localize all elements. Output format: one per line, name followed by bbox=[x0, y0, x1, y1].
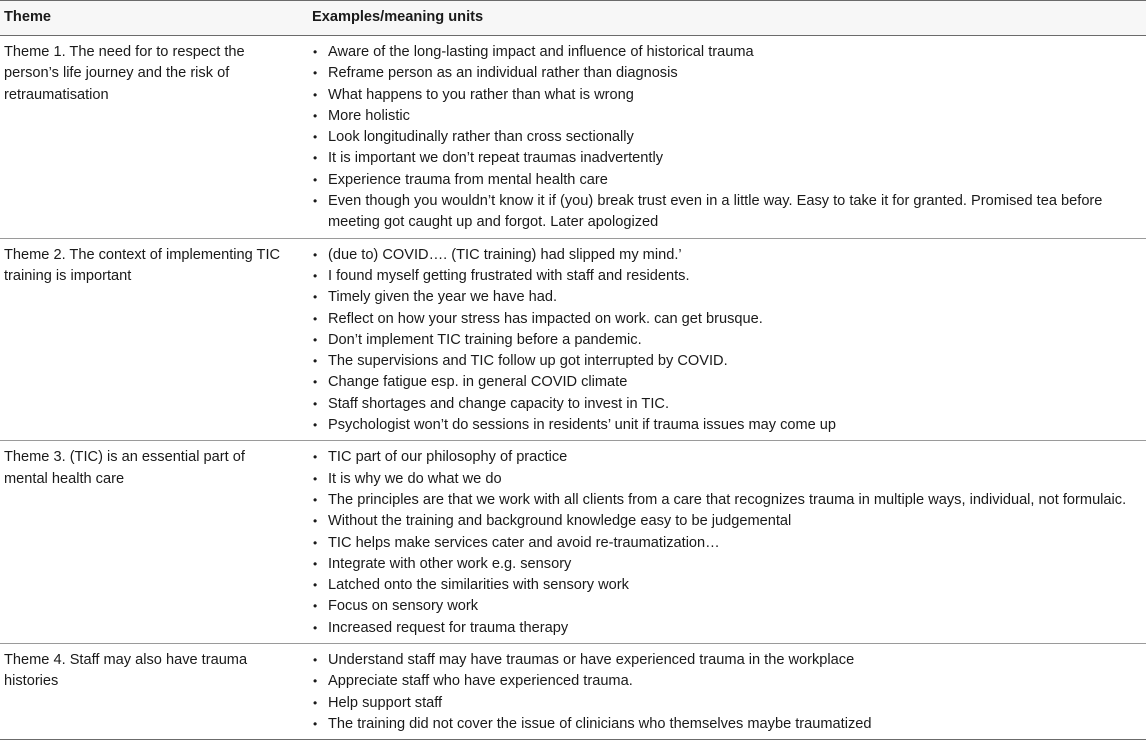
examples-cell bbox=[310, 644, 1146, 740]
bullet-dot-icon: • bbox=[313, 599, 318, 614]
list-item bbox=[310, 618, 1146, 639]
bullet-dot-icon: • bbox=[313, 396, 318, 411]
list-item-text: I found myself getting frustrated with staff and residents. bbox=[328, 267, 690, 284]
bullet-dot-icon: • bbox=[313, 674, 318, 689]
examples-cell bbox=[310, 441, 1146, 644]
list-item-text: Reframe person as an individual rather than diagnosis bbox=[328, 65, 678, 82]
bullet-dot-icon: • bbox=[313, 311, 318, 326]
list-item bbox=[310, 148, 1146, 169]
bullet-dot-icon: • bbox=[313, 290, 318, 305]
bullet-dot-icon: • bbox=[313, 87, 318, 102]
list-item-text: (due to) COVID…. (TIC training) had slipped my mind.’ bbox=[328, 246, 682, 263]
theme-cell bbox=[0, 644, 310, 740]
bullet-dot-icon: • bbox=[313, 653, 318, 668]
list-item bbox=[310, 191, 1146, 234]
list-item bbox=[310, 714, 1146, 735]
list-item bbox=[310, 447, 1146, 468]
bullet-dot-icon: • bbox=[313, 45, 318, 59]
list-item bbox=[310, 351, 1146, 372]
list-item bbox=[310, 309, 1146, 330]
list-item-text: TIC helps make services cater and avoid re-traumatization… bbox=[328, 534, 720, 551]
list-item-text: Focus on sensory work bbox=[328, 598, 479, 615]
list-item bbox=[310, 511, 1146, 532]
list-item bbox=[310, 394, 1146, 415]
list-item bbox=[310, 170, 1146, 191]
list-item bbox=[310, 287, 1146, 308]
table-body bbox=[0, 36, 1146, 740]
list-item bbox=[310, 650, 1146, 671]
list-item-text: Even though you wouldn’t know it if (you) break trust even in a little way. Easy to take it for granted. Promised tea before meeting got caught up and forgot. Later apologized bbox=[328, 193, 1103, 231]
theme-label: Theme 4. Staff may also have trauma histories bbox=[4, 652, 248, 690]
list-item-text: Integrate with other work e.g. sensory bbox=[328, 555, 572, 572]
header-theme: Theme bbox=[0, 1, 310, 36]
bullet-dot-icon: • bbox=[313, 130, 318, 145]
bullet-dot-icon: • bbox=[313, 66, 318, 81]
list-item-text: Experience trauma from mental health care bbox=[328, 171, 608, 188]
list-item bbox=[310, 533, 1146, 554]
bullet-dot-icon: • bbox=[313, 172, 318, 187]
bullet-dot-icon: • bbox=[313, 268, 318, 283]
list-item-text: Without the training and background knowledge easy to be judgemental bbox=[328, 513, 792, 530]
header-examples: Examples/meaning units bbox=[310, 1, 1146, 36]
list-item bbox=[310, 266, 1146, 287]
list-item-text: Change fatigue esp. in general COVID climate bbox=[328, 374, 628, 391]
theme-cell bbox=[0, 238, 310, 441]
list-item-text: Reflect on how your stress has impacted on work. can get brusque. bbox=[328, 310, 763, 327]
bullet-dot-icon: • bbox=[313, 108, 318, 123]
table-row bbox=[0, 441, 1146, 644]
bullet-dot-icon: • bbox=[313, 332, 318, 347]
list-item bbox=[310, 671, 1146, 692]
list-item-text: More holistic bbox=[328, 107, 410, 124]
list-item bbox=[310, 330, 1146, 351]
list-item bbox=[310, 693, 1146, 714]
bullet-dot-icon: • bbox=[313, 695, 318, 710]
list-item bbox=[310, 372, 1146, 393]
theme-label: Theme 2. The context of implementing TIC training is important bbox=[4, 246, 281, 284]
list-item-text: Help support staff bbox=[328, 694, 443, 711]
list-item-text: The principles are that we work with all clients from a care that recognizes trauma in multiple ways, individual, not formulaic. bbox=[328, 491, 1127, 508]
table-row bbox=[0, 238, 1146, 441]
list-item-text: Look longitudinally rather than cross sectionally bbox=[328, 129, 634, 146]
list-item-text: It is important we don’t repeat traumas inadvertently bbox=[328, 150, 664, 167]
theme-label: Theme 1. The need for to respect the person’s life journey and the risk of retraumatisation bbox=[4, 44, 245, 103]
list-item-text: What happens to you rather than what is wrong bbox=[328, 86, 634, 103]
bullet-dot-icon: • bbox=[313, 535, 318, 550]
list-item-text: Understand staff may have traumas or have experienced trauma in the workplace bbox=[328, 652, 855, 669]
bullet-dot-icon: • bbox=[313, 450, 318, 465]
examples-list bbox=[310, 42, 1146, 234]
bullet-dot-icon: • bbox=[313, 151, 318, 166]
header-row bbox=[0, 1, 1146, 36]
list-item-text: Timely given the year we have had. bbox=[328, 289, 558, 306]
list-item-text: It is why we do what we do bbox=[328, 470, 502, 487]
list-item-text: Don’t implement TIC training before a pandemic. bbox=[328, 331, 642, 348]
bullet-dot-icon: • bbox=[313, 471, 318, 486]
list-item bbox=[310, 490, 1146, 511]
list-item bbox=[310, 469, 1146, 490]
examples-list bbox=[310, 245, 1146, 437]
list-item bbox=[310, 63, 1146, 84]
bullet-dot-icon: • bbox=[313, 578, 318, 593]
list-item-text: The training did not cover the issue of clinicians who themselves maybe traumatized bbox=[328, 715, 872, 732]
examples-list bbox=[310, 650, 1146, 735]
theme-cell bbox=[0, 441, 310, 644]
list-item-text: Staff shortages and change capacity to invest in TIC. bbox=[328, 395, 669, 412]
list-item bbox=[310, 127, 1146, 148]
list-item-text: Increased request for trauma therapy bbox=[328, 619, 569, 636]
table-row bbox=[0, 644, 1146, 740]
examples-cell bbox=[310, 36, 1146, 239]
table-row bbox=[0, 36, 1146, 239]
list-item-text: TIC part of our philosophy of practice bbox=[328, 449, 568, 466]
list-item bbox=[310, 415, 1146, 436]
list-item-text: Latched onto the similarities with sensory work bbox=[328, 577, 629, 594]
list-item-text: Aware of the long-lasting impact and influence of historical trauma bbox=[328, 44, 754, 60]
bullet-dot-icon: • bbox=[313, 514, 318, 529]
examples-list bbox=[310, 447, 1146, 639]
bullet-dot-icon: • bbox=[313, 418, 318, 433]
bullet-dot-icon: • bbox=[313, 492, 318, 507]
bullet-dot-icon: • bbox=[313, 354, 318, 369]
list-item bbox=[310, 106, 1146, 127]
list-item-text: The supervisions and TIC follow up got interrupted by COVID. bbox=[328, 353, 728, 370]
bullet-dot-icon: • bbox=[313, 620, 318, 635]
list-item bbox=[310, 575, 1146, 596]
list-item bbox=[310, 42, 1146, 63]
bullet-dot-icon: • bbox=[313, 247, 318, 262]
bullet-dot-icon: • bbox=[313, 556, 318, 571]
examples-cell bbox=[310, 238, 1146, 441]
theme-label: Theme 3. (TIC) is an essential part of mental health care bbox=[4, 449, 245, 487]
bullet-dot-icon: • bbox=[313, 194, 318, 209]
bullet-dot-icon: • bbox=[313, 375, 318, 390]
list-item bbox=[310, 85, 1146, 106]
list-item bbox=[310, 554, 1146, 575]
bullet-dot-icon: • bbox=[313, 716, 318, 731]
list-item-text: Appreciate staff who have experienced trauma. bbox=[328, 673, 633, 690]
theme-cell bbox=[0, 36, 310, 239]
list-item-text: Psychologist won’t do sessions in residents’ unit if trauma issues may come up bbox=[328, 417, 837, 434]
list-item bbox=[310, 596, 1146, 617]
list-item bbox=[310, 245, 1146, 266]
